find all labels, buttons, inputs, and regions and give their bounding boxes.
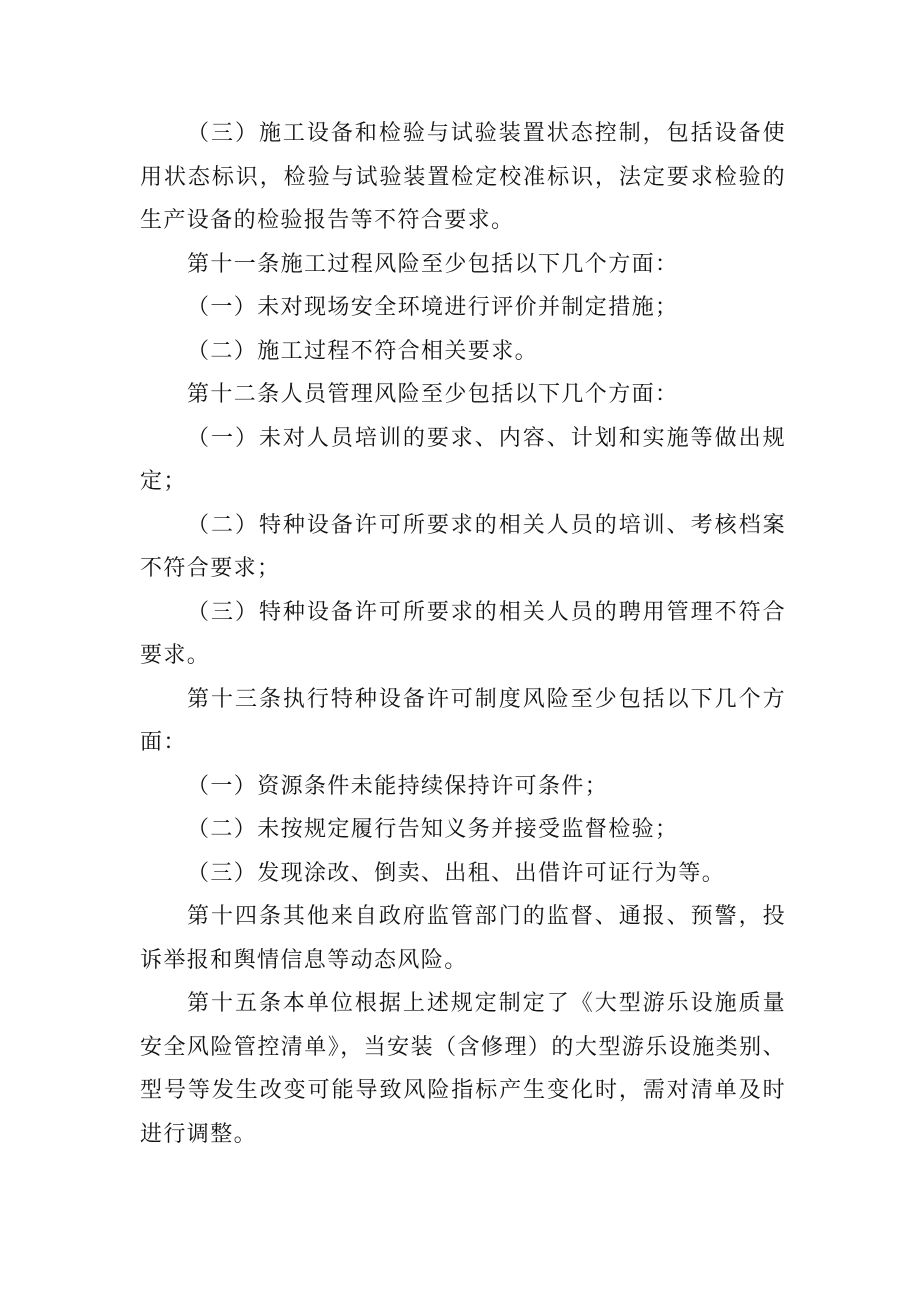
paragraph-article-12-item-2: （二）特种设备许可所要求的相关人员的培训、考核档案不符合要求； [140,512,786,581]
paragraph-article-13-item-1: （一）资源条件未能持续保持许可条件； [187,773,609,799]
paragraph-article-12-item-1: （一）未对人员培训的要求、内容、计划和实施等做出规定； [140,425,786,494]
paragraph-equipment-status-control: （三）施工设备和检验与试验装置状态控制，包括设备使用状态标识，检验与试验装置检定校准标识，法定要求检验的生产设备的检验报告等不符合要求。 [140,121,786,233]
paragraph-article-14: 第十四条其他来自政府监管部门的监督、通报、预警，投诉举报和舆情信息等动态风险。 [140,904,786,973]
paragraph-article-11-item-1: （一）未对现场安全环境进行评价并制定措施； [187,295,679,320]
paragraph-article-11-item-2: （二）施工过程不符合相关要求。 [187,338,539,364]
paragraph-article-15: 第十五条本单位根据上述规定制定了《大型游乐设施质量安全风险管控清单》，当安装（含修理）的大型游乐设施类别、型号等发生改变可能导致风险指标产生变化时，需对清单及时进行调整。 [140,991,786,1147]
paragraph-article-13-item-2: （二）未按规定履行告知义务并接受监督检验； [187,817,679,842]
paragraph-article-13: 第十三条执行特种设备许可制度风险至少包括以下几个方面： [140,686,786,755]
document-body [140,112,786,1156]
paragraph-article-12-item-3: （三）特种设备许可所要求的相关人员的聘用管理不符合要求。 [140,599,786,668]
paragraph-article-12: 第十二条人员管理风险至少包括以下几个方面： [187,382,679,407]
paragraph-article-11: 第十一条施工过程风险至少包括以下几个方面： [187,251,679,277]
paragraph-article-13-item-3: （三）发现涂改、倒卖、出租、出借许可证行为等。 [187,860,726,886]
